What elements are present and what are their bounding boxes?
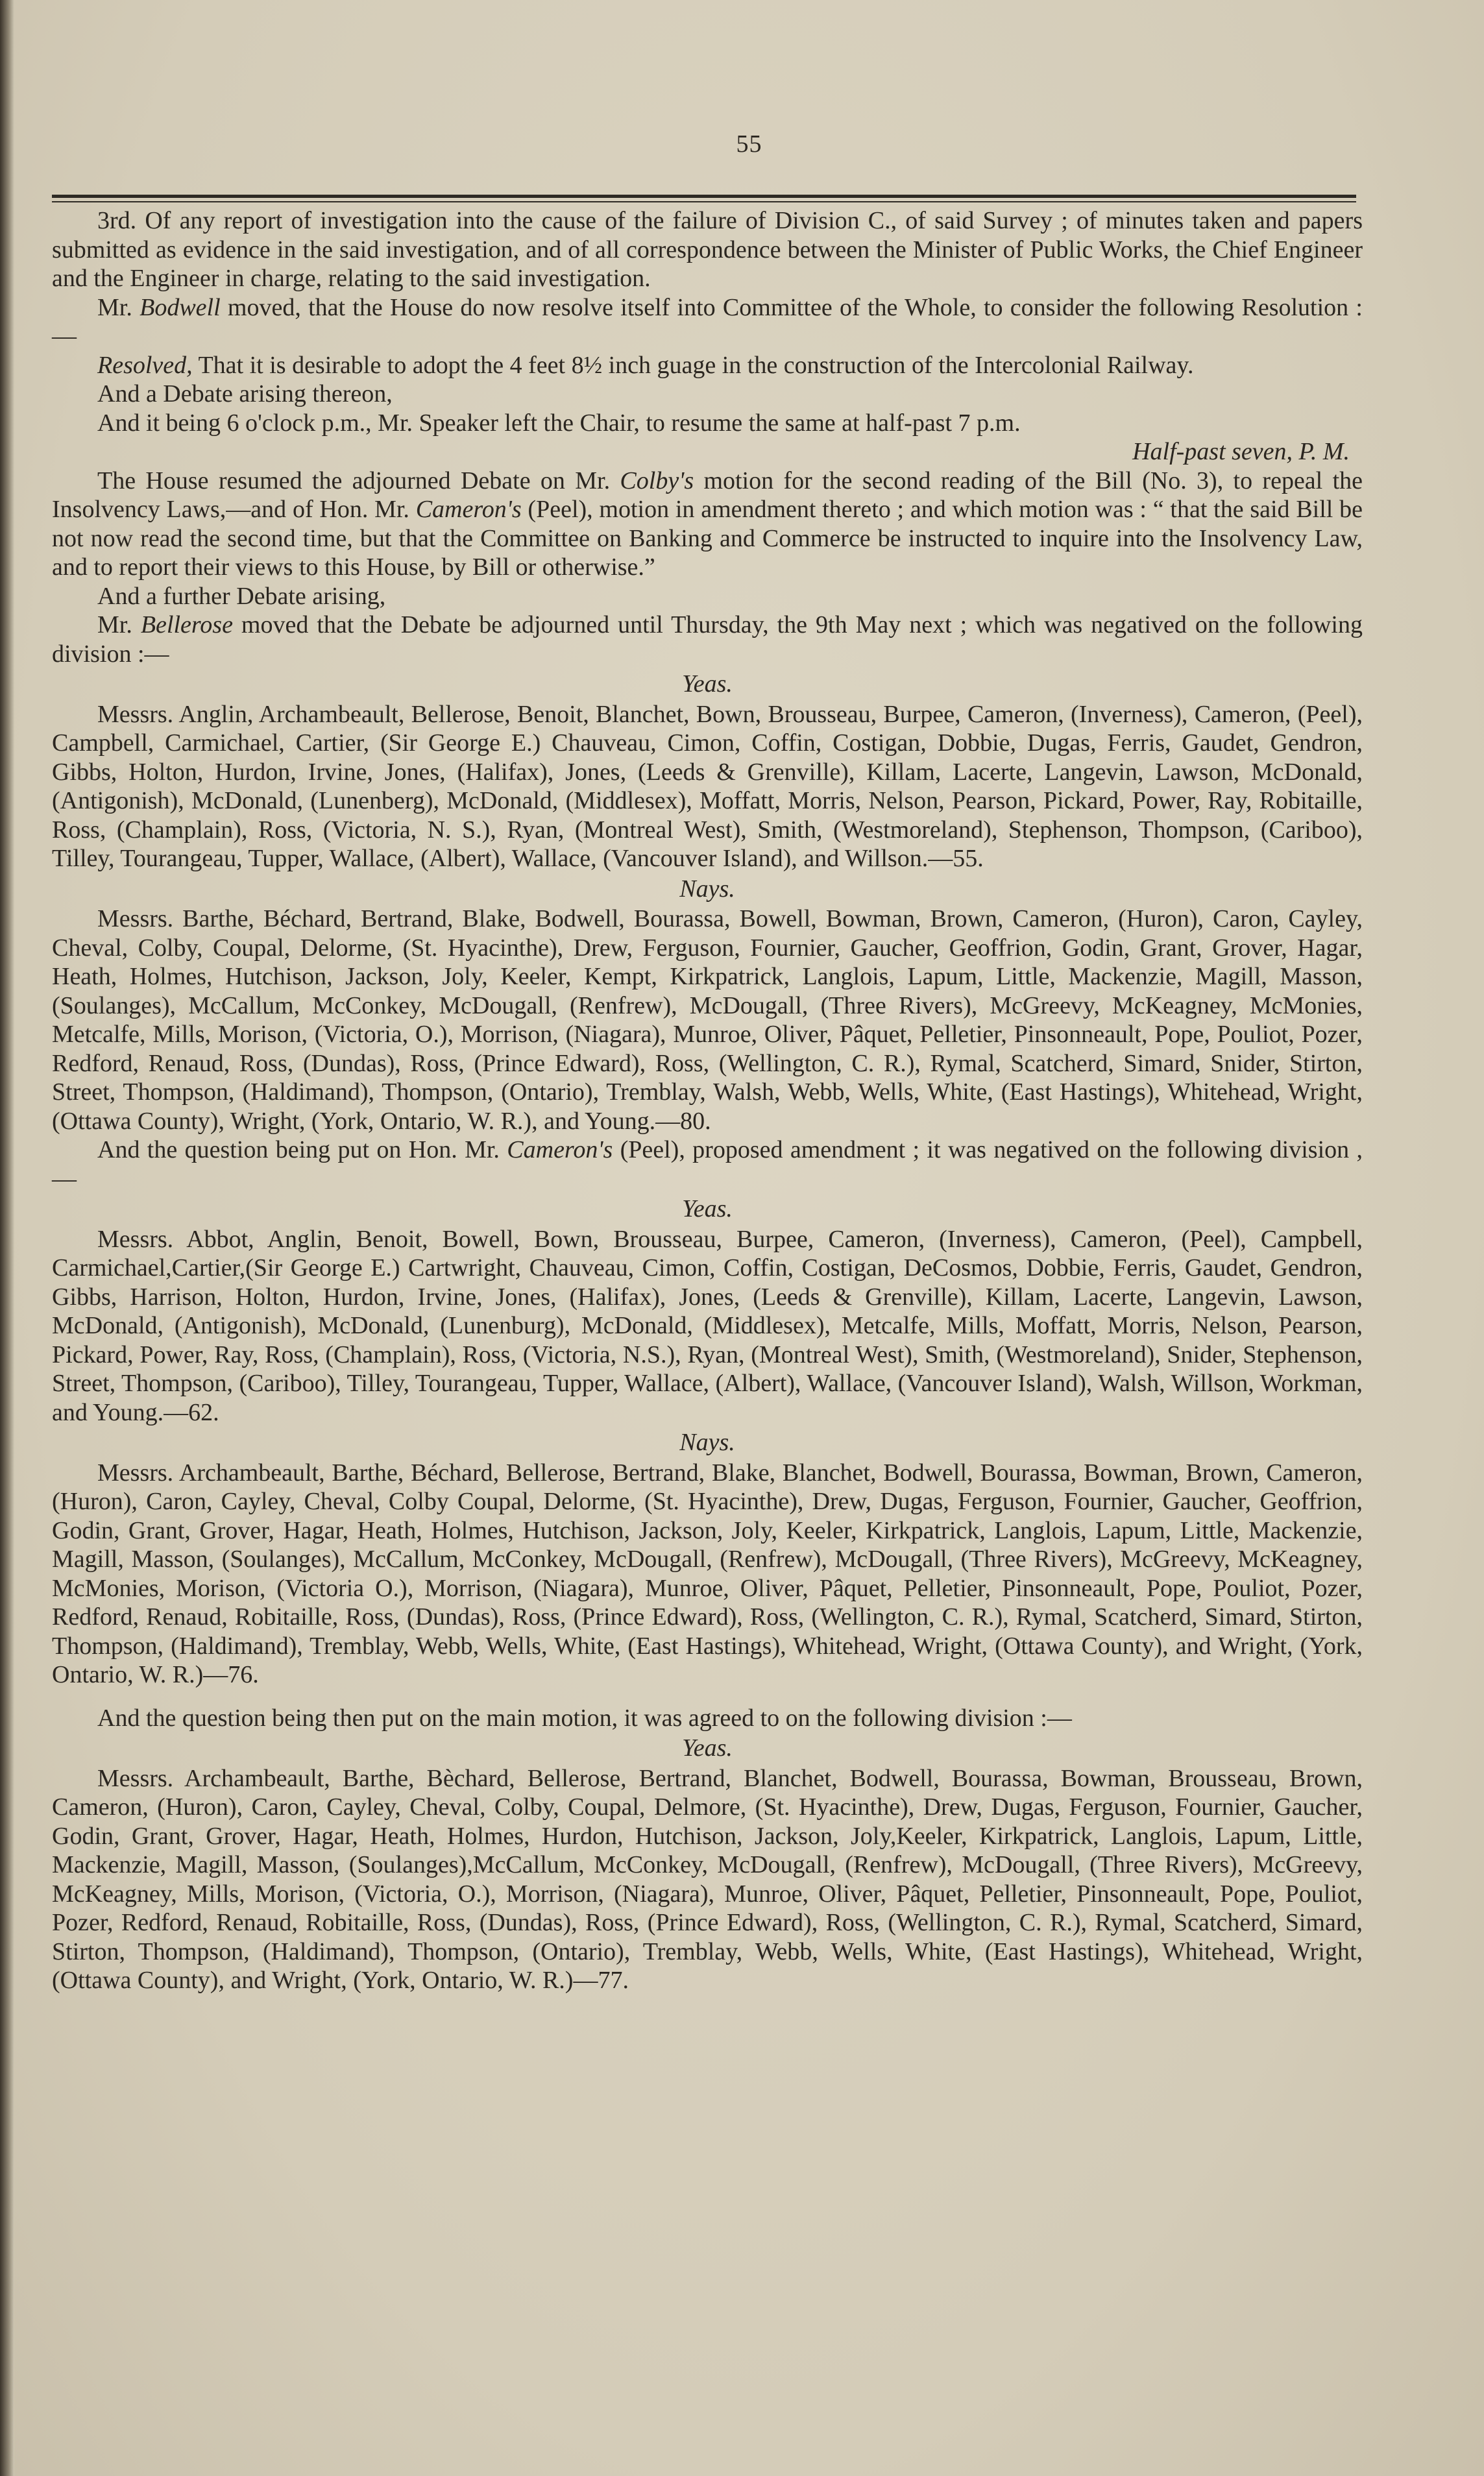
header-rule-thin xyxy=(52,201,1356,202)
division3-yeas-heading: Yeas. xyxy=(682,1734,733,1762)
paragraph-bellerose-motion xyxy=(52,611,1363,668)
text-run: The House resumed the adjourned Debate on Mr. xyxy=(97,467,620,494)
paragraph-main-motion: And the question being then put on the main motion, it was agreed to on the following division :— xyxy=(97,1704,1072,1732)
member-name: Cameron's xyxy=(507,1136,613,1163)
division2-nays-list: Messrs. Archambeault, Barthe, Béchard, Bellerose, Bertrand, Blake, Blanchet, Bodwell, Bourassa, Bowman, Brown, Cameron, (Huron), Caron, Cayley, Cheval, Colby Coupal, Delorme, (St. Hyacinthe), Drew, Dugas, Ferguson, Fournier, Gaucher, Geoffrion, Godin, Grant, Grover, Hagar, Heath, Holmes, Hutchison, Jackson, Joly, Keeler, Kirkpatrick, Langlois, Lapum, Little, Mackenzie, Magill, Masson, (Soulanges), McCallum, McConkey, McDougall, (Renfrew), McDougall, (Three Rivers), McGreevy, McKeagney, McMonies, Morison, (Victoria O.), Morrison, (Niagara), Munroe, Oliver, Pâquet, Pelletier, Pinsonneault, Pope, Pouliot, Pozer, Redford, Renaud, Robitaille, Ross, (Dundas), Ross, (Prince Edward), Ross, (Wellington, C. R.), Rymal, Scatcherd, Simard, Stirton, Thompson, (Haldimand), Tremblay, Webb, Wells, White, (East Hastings), Whitehead, Wright, (Ottawa County), and Wright, (York, Ontario, W. R.)—76. xyxy=(52,1459,1363,1688)
division2-yeas-heading: Yeas. xyxy=(682,1195,733,1222)
division1-nays-heading: Nays. xyxy=(679,875,735,903)
page-body xyxy=(52,206,1363,1995)
time-heading: Half-past seven, P. M. xyxy=(1132,438,1350,465)
page-number: 55 xyxy=(736,130,762,158)
paragraph-adjourned-debate xyxy=(52,467,1363,582)
text-run: moved that the Debate be adjourned until Thursday, the 9th May next ; which was negatived on the following division :— xyxy=(52,611,1363,668)
paragraph-speaker-left: And it being 6 o'clock p.m., Mr. Speaker left the Chair, to resume the same at half-past 7 p.m. xyxy=(97,409,1021,437)
member-name: Bellerose xyxy=(140,611,233,638)
division2-nays-heading: Nays. xyxy=(679,1429,735,1456)
paragraph-debate-arising: And a Debate arising thereon, xyxy=(97,380,393,407)
text-run: (Peel), motion in amendment thereto ; and which motion was : “ that the said Bill be not now read the second time, but that the Committee on Banking and Commerce be instructed to inquire into the Insolvency Law, and to report their views to this House, by Bill or otherwise.” xyxy=(52,496,1363,581)
division1-nays-list: Messrs. Barthe, Béchard, Bertrand, Blake, Bodwell, Bourassa, Bowell, Bowman, Brown, Cameron, (Huron), Caron, Cayley, Cheval, Colby, Coupal, Delorme, (St. Hyacinthe), Drew, Ferguson, Fournier, Gaucher, Geoffrion, Godin, Grant, Grover, Hagar, Heath, Holmes, Hutchison, Jackson, Joly, Keeler, Kempt, Kirkpatrick, Langlois, Lapum, Little, Mackenzie, Magill, Masson, (Soulanges), McCallum, McConkey, McDougall, (Renfrew), McDougall, (Three Rivers), McGreevy, McKeagney, McMonies, Metcalfe, Mills, Morison, (Victoria, O.), Morrison, (Niagara), Munroe, Oliver, Pâquet, Pelletier, Pinsonneault, Pope, Pouliot, Pozer, Redford, Renaud, Ross, (Dundas), Ross, (Prince Edward), Ross, (Wellington, C. R.), Rymal, Scatcherd, Simard, Snider, Stirton, Street, Thompson, (Haldimand), Thompson, (Ontario), Tremblay, Walsh, Webb, Wells, White, (East Hastings), Whitehead, Wright, (Ottawa County), Wright, (York, Ontario, W. R.), and Young.—80. xyxy=(52,905,1363,1135)
text-run: moved, that the House do now resolve itself into Committee of the Whole, to consider the following Resolution :— xyxy=(52,293,1363,350)
division1-yeas-heading: Yeas. xyxy=(682,670,733,698)
paragraph-report-request: 3rd. Of any report of investigation into the cause of the failure of Division C., of said Survey ; of minutes taken and papers submitted as evidence in the said investigation, and of all correspondence between the Minister of Public Works, the Chief Engineer and the Engineer in charge, relating to the said investigation. xyxy=(52,207,1363,292)
member-name: Colby's xyxy=(620,467,694,494)
paragraph-amendment-question xyxy=(52,1135,1363,1193)
resolved-label: Resolved, xyxy=(97,351,193,379)
paragraph-resolution xyxy=(52,351,1363,380)
member-name: Cameron's xyxy=(415,496,522,523)
journal-page xyxy=(14,0,1484,2476)
paragraph-bodwell-motion xyxy=(52,293,1363,351)
division1-yeas-list: Messrs. Anglin, Archambeault, Bellerose, Benoit, Blanchet, Bown, Brousseau, Burpee, Cameron, (Inverness), Cameron, (Peel), Campbell, Carmichael, Cartier, (Sir George E.) Chauveau, Cimon, Coffin, Costigan, Dobbie, Dugas, Ferris, Gaudet, Gendron, Gibbs, Holton, Hurdon, Irvine, Jones, (Halifax), Jones, (Leeds & Grenville), Killam, Lacerte, Langevin, Lawson, McDonald, (Antigonish), McDonald, (Lunenberg), McDonald, (Middlesex), Moffatt, Morris, Nelson, Pearson, Pickard, Power, Ray, Robitaille, Ross, (Champlain), Ross, (Victoria, N. S.), Ryan, (Montreal West), Smith, (Westmoreland), Stephenson, Thompson, (Cariboo), Tilley, Tourangeau, Tupper, Wallace, (Albert), Wallace, (Vancouver Island), and Willson.—55. xyxy=(52,700,1363,872)
book-binding-edge xyxy=(0,0,14,2476)
text-run: And the question being put on Hon. Mr. xyxy=(97,1136,507,1163)
text-run: (Peel), proposed amendment ; it was negatived on the following division ,— xyxy=(52,1136,1363,1193)
division2-yeas-list: Messrs. Abbot, Anglin, Benoit, Bowell, Bown, Brousseau, Burpee, Cameron, (Inverness), Cameron, (Peel), Campbell, Carmichael,Cartier,(Sir George E.) Cartwright, Chauveau, Cimon, Coffin, Costigan, DeCosmos, Dobbie, Ferris, Gaudet, Gendron, Gibbs, Harrison, Holton, Hurdon, Irvine, Jones, (Halifax), Jones, (Leeds & Grenville), Killam, Lacerte, Langevin, Lawson, McDonald, (Antigonish), McDonald, (Lunenburg), McDonald, (Middlesex), Metcalfe, Mills, Moffatt, Morris, Nelson, Pearson, Pickard, Power, Ray, Ross, (Champlain), Ross, (Victoria, N.S.), Ryan, (Montreal West), Smith, (Westmoreland), Snider, Stephenson, Street, Thompson, (Cariboo), Tilley, Tourangeau, Tupper, Wallace, (Albert), Wallace, (Vancouver Island), Walsh, Willson, Workman, and Young.—62. xyxy=(52,1225,1363,1426)
text-run: Mr. xyxy=(97,293,140,321)
paragraph-further-debate: And a further Debate arising, xyxy=(97,582,386,610)
header-rule-thick xyxy=(52,195,1356,198)
member-name: Bodwell xyxy=(140,293,221,321)
text-run: motion for the second reading of the Bill (No. 3), to repeal the Insolvency Laws,—and of Hon. Mr. xyxy=(52,467,1363,523)
division3-yeas-list: Messrs. Archambeault, Barthe, Bèchard, Bellerose, Bertrand, Blanchet, Bodwell, Bourassa, Bowman, Brousseau, Brown, Cameron, (Huron), Caron, Cayley, Cheval, Colby, Coupal, Delmore, (St. Hyacinthe), Drew, Dugas, Ferguson, Fournier, Gaucher, Godin, Grant, Grover, Hagar, Heath, Holmes, Hurdon, Hutchison, Jackson, Joly,Keeler, Kirkpatrick, Langlois, Lapum, Little, Mackenzie, Magill, Masson, (Soulanges),McCallum, McConkey, McDougall, (Renfrew), McDougall, (Three Rivers), McGreevy, McKeagney, Mills, Morison, (Victoria, O.), Morrison, (Niagara), Munroe, Oliver, Pâquet, Pelletier, Pinsonneault, Pope, Pouliot, Pozer, Redford, Renaud, Robitaille, Ross, (Dundas), Ross, (Prince Edward), Ross, (Wellington, C. R.), Rymal, Scatcherd, Simard, Stirton, Thompson, (Haldimand), Thompson, (Ontario), Tremblay, Webb, Wells, White, (East Hastings), Whitehead, Wright, (Ottawa County), and Wright, (York, Ontario, W. R.)—77. xyxy=(52,1764,1363,1994)
text-run: Mr. xyxy=(97,611,141,638)
text-run: That it is desirable to adopt the 4 feet 8½ inch guage in the construction of the Intercolonial Railway. xyxy=(192,351,1194,379)
